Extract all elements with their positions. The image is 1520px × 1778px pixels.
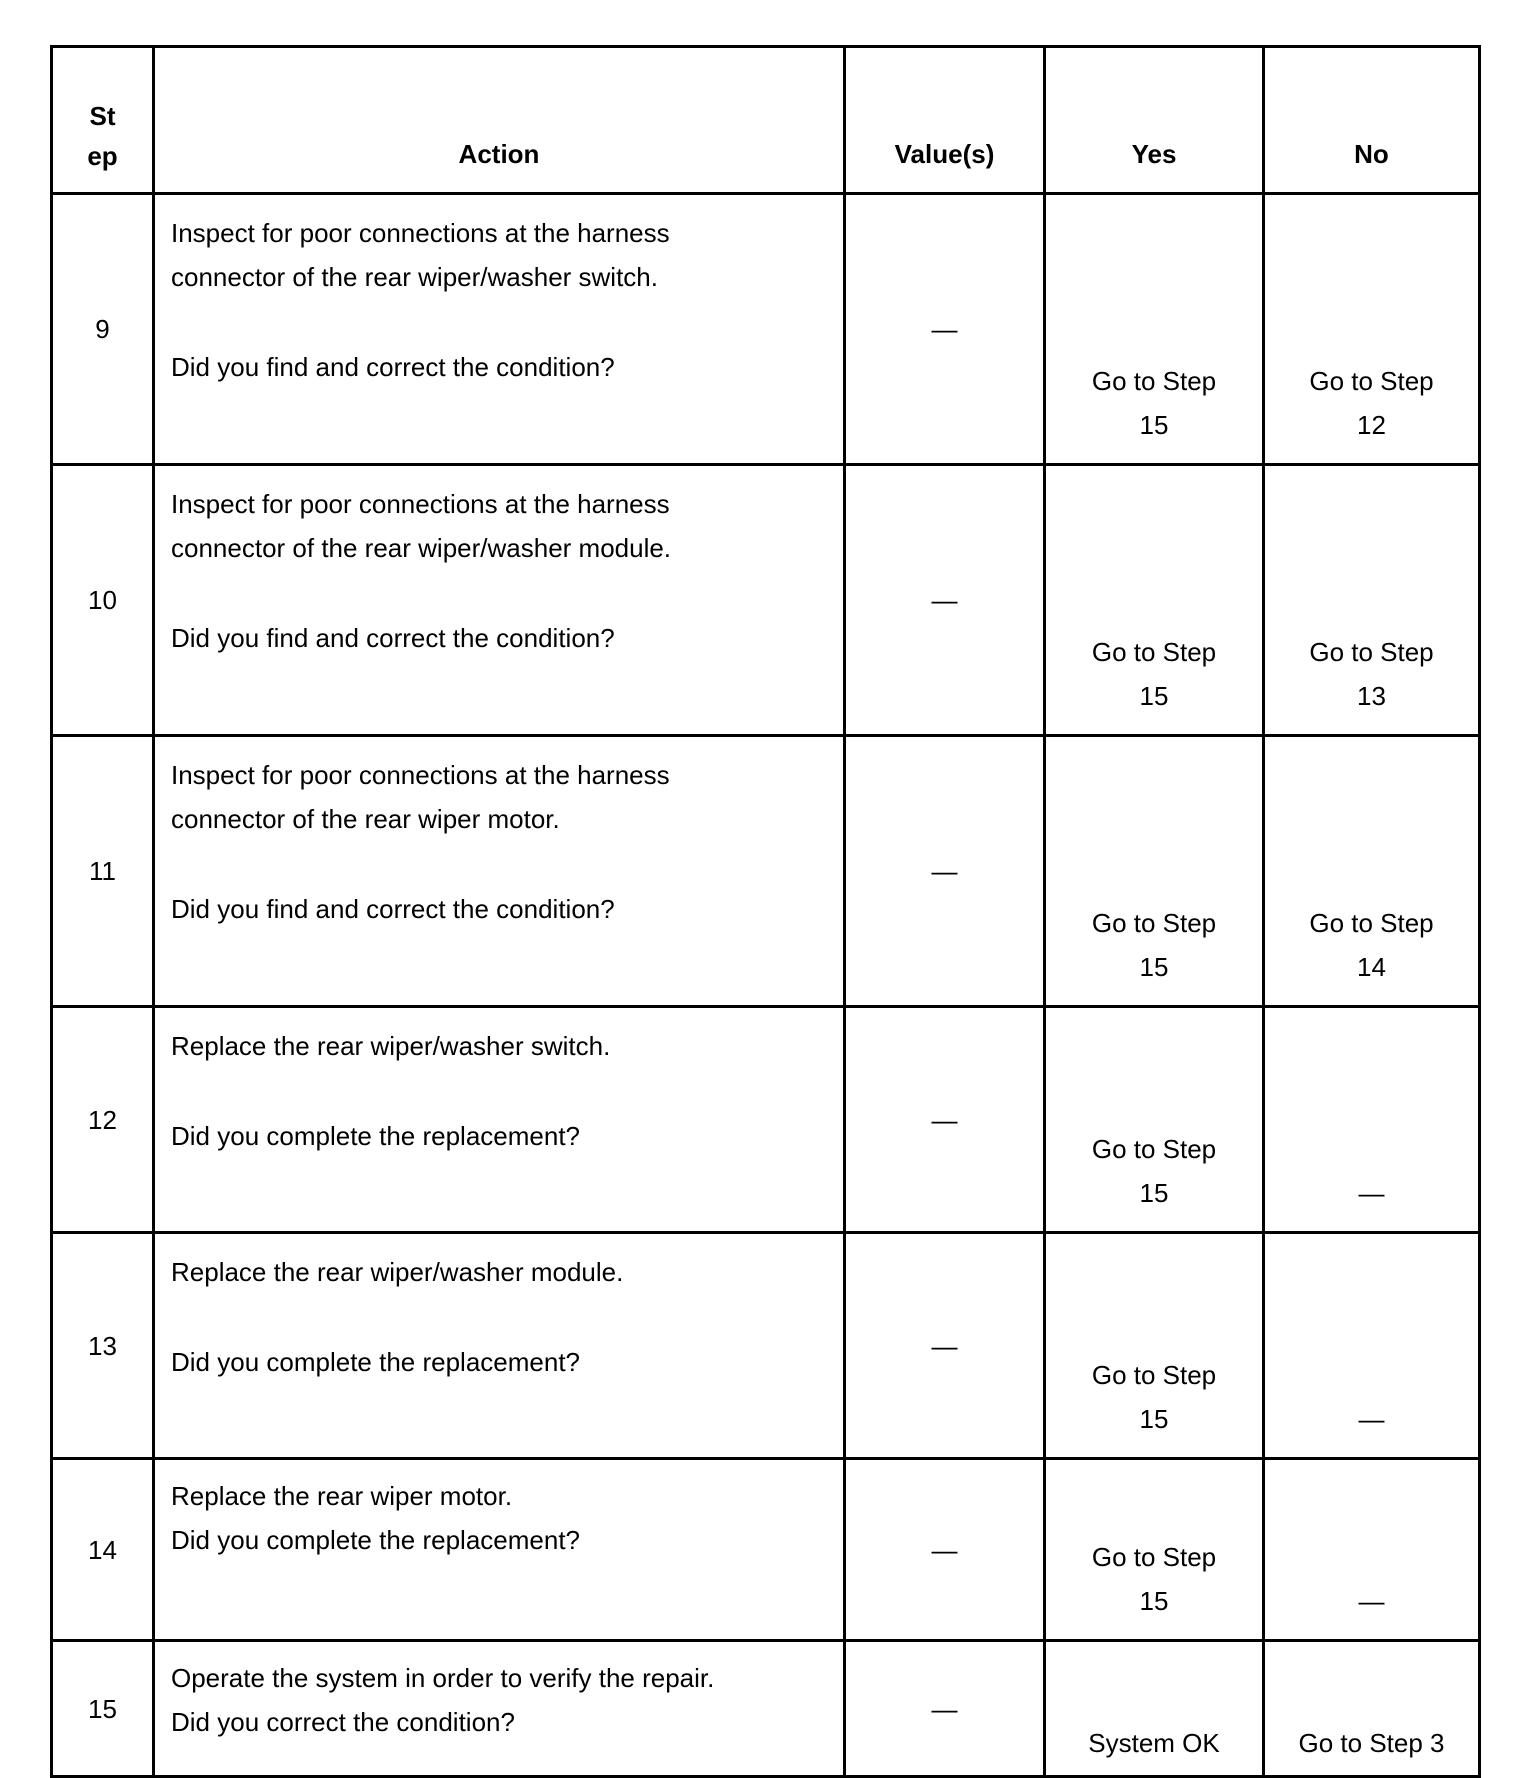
yes-text: Go to Step: [1091, 637, 1217, 667]
yes-text: System OK: [1088, 1728, 1220, 1758]
table-row: [52, 1233, 1480, 1459]
action-text: connector of the rear wiper/washer switch.: [171, 262, 658, 292]
yes-step: 15: [1139, 1178, 1169, 1208]
action-question: Did you find and correct the condition?: [171, 894, 615, 924]
no-cell: [1264, 1233, 1480, 1459]
action-cell: [154, 1007, 845, 1233]
yes-step: 15: [1139, 1586, 1169, 1616]
yes-cell: [1045, 465, 1264, 736]
header-no: No: [1264, 47, 1480, 194]
action-text: Inspect for poor connections at the harness: [171, 760, 670, 790]
no-step: 12: [1357, 410, 1386, 440]
yes-step: 15: [1139, 410, 1169, 440]
diagnostic-table: [50, 45, 1481, 1778]
no-cell: [1264, 1007, 1480, 1233]
header-step: [52, 47, 154, 194]
yes-cell: [1045, 1007, 1264, 1233]
action-question: Did you correct the condition?: [171, 1707, 515, 1737]
step-number: 11: [52, 736, 154, 1007]
header-yes: Yes: [1045, 47, 1264, 194]
step-number: 10: [52, 465, 154, 736]
value-text: —: [931, 856, 958, 886]
no-step: 14: [1357, 952, 1386, 982]
header-row: [52, 47, 1480, 194]
value-text: —: [931, 1104, 958, 1135]
yes-text: Go to Step: [1091, 366, 1217, 396]
value-cell: [845, 1007, 1045, 1233]
value-text: —: [931, 585, 958, 615]
action-text: Inspect for poor connections at the harness: [171, 218, 670, 248]
action-cell: [154, 465, 845, 736]
no-cell: [1264, 736, 1480, 1007]
header-step-line: ep: [87, 141, 118, 171]
value-text: —: [931, 1534, 958, 1565]
action-cell: [154, 194, 845, 465]
no-cell: [1264, 1641, 1480, 1777]
yes-text: Go to Step: [1091, 1360, 1217, 1390]
no-text: —: [1358, 1586, 1385, 1616]
no-cell: [1264, 1459, 1480, 1641]
value-cell: [845, 194, 1045, 465]
value-text: —: [931, 314, 958, 344]
no-text: Go to Step: [1309, 366, 1434, 396]
value-cell: [845, 465, 1045, 736]
yes-cell: [1045, 1641, 1264, 1777]
action-text: Replace the rear wiper/washer switch.: [171, 1031, 611, 1061]
table-row: [52, 465, 1480, 736]
action-question: Did you complete the replacement?: [171, 1525, 581, 1555]
yes-text: Go to Step: [1091, 1542, 1217, 1572]
action-cell: [154, 1233, 845, 1459]
yes-cell: [1045, 194, 1264, 465]
action-text: connector of the rear wiper motor.: [171, 804, 560, 834]
action-cell: [154, 1641, 845, 1777]
table-row: [52, 194, 1480, 465]
value-cell: [845, 1641, 1045, 1777]
step-number: 12: [52, 1007, 154, 1233]
value-text: —: [931, 1693, 958, 1724]
action-text: connector of the rear wiper/washer module.: [171, 533, 672, 563]
yes-step: 15: [1139, 681, 1169, 711]
header-action: Action: [154, 47, 845, 194]
header-step-line: St: [89, 101, 116, 131]
no-text: Go to Step: [1309, 637, 1434, 667]
action-question: Did you find and correct the condition?: [171, 623, 615, 653]
step-number: 9: [52, 194, 154, 465]
yes-text: Go to Step: [1091, 908, 1217, 938]
action-text: Inspect for poor connections at the harness: [171, 489, 670, 519]
table-row: [52, 1641, 1480, 1777]
yes-text: Go to Step: [1091, 1134, 1217, 1164]
value-cell: [845, 1459, 1045, 1641]
no-text: Go to Step 3: [1298, 1728, 1445, 1758]
yes-cell: [1045, 1233, 1264, 1459]
action-text: Replace the rear wiper/washer module.: [171, 1257, 624, 1287]
no-text: —: [1358, 1404, 1385, 1434]
header-values: Value(s): [845, 47, 1045, 194]
action-question: Did you find and correct the condition?: [171, 352, 615, 382]
no-step: 13: [1357, 681, 1386, 711]
table-row: [52, 1007, 1480, 1233]
no-text: —: [1358, 1178, 1385, 1208]
table-row: [52, 1459, 1480, 1641]
table-row: [52, 736, 1480, 1007]
no-text: Go to Step: [1309, 908, 1434, 938]
action-cell: [154, 736, 845, 1007]
yes-cell: [1045, 1459, 1264, 1641]
action-text: Replace the rear wiper motor.: [171, 1481, 513, 1511]
yes-step: 15: [1139, 1404, 1169, 1434]
value-cell: [845, 1233, 1045, 1459]
step-number: 13: [52, 1233, 154, 1459]
yes-cell: [1045, 736, 1264, 1007]
value-text: —: [931, 1330, 958, 1361]
action-question: Did you complete the replacement?: [171, 1121, 581, 1151]
action-cell: [154, 1459, 845, 1641]
yes-step: 15: [1139, 952, 1169, 982]
no-cell: [1264, 194, 1480, 465]
action-question: Did you complete the replacement?: [171, 1347, 581, 1377]
action-text: Operate the system in order to verify the repair.: [171, 1663, 715, 1693]
value-cell: [845, 736, 1045, 1007]
step-number: 14: [52, 1459, 154, 1641]
no-cell: [1264, 465, 1480, 736]
step-number: 15: [52, 1641, 154, 1777]
